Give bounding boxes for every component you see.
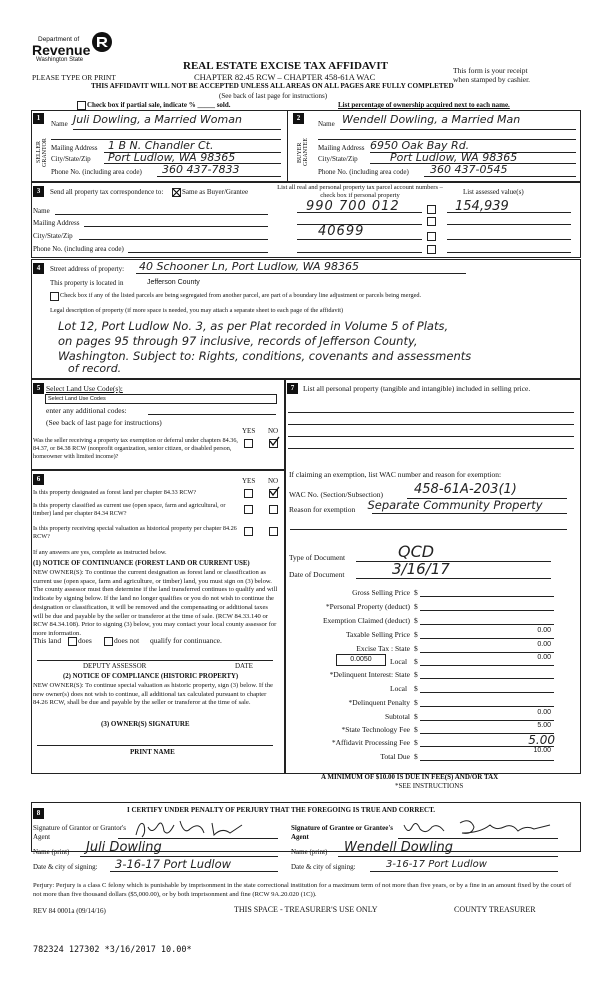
grantor-date-value[interactable]: 3-16-17 Port Ludlow	[115, 857, 232, 871]
segregated-checkbox[interactable]	[50, 292, 59, 301]
land-use-select-value: Select Land Use Codes	[48, 396, 106, 402]
see-back: (See back of last page for instructions)	[219, 92, 328, 100]
if-yes-note: If any answers are yes, complete as instructed below.	[33, 549, 167, 556]
tax-row-label: Exemption Claimed (deduct)	[322, 616, 410, 625]
dept-line3: Washington State	[36, 57, 84, 63]
doc-type-value[interactable]: QCD	[398, 542, 435, 561]
corr-mailing-label: Mailing Address	[33, 219, 80, 227]
notice1-title: (1) NOTICE OF CONTINUANCE (FOREST LAND OR CURRENT USE)	[33, 560, 250, 567]
dollar-sign: $	[414, 657, 418, 666]
tax-row-value[interactable]: 0.00	[537, 709, 551, 716]
personal-property-label: List all personal property (tangible and intangible) included in selling price.	[303, 384, 531, 393]
buyer-city-value[interactable]: Port Ludlow, WA 98365	[390, 151, 518, 164]
s5-yes-checkbox[interactable]	[244, 439, 253, 448]
tax-row-value[interactable]: 5.00	[537, 722, 551, 729]
does-checkbox[interactable]	[68, 637, 77, 646]
forest-no-checkbox[interactable]	[269, 489, 278, 498]
street-value[interactable]: 40 Schooner Ln, Port Ludlow, WA 98365	[139, 260, 359, 273]
section-5-number: 5	[33, 383, 44, 394]
same-as-buyer-label: Same as Buyer/Grantee	[182, 188, 249, 196]
located-label: This property is located in	[50, 279, 124, 287]
grantee-name-value[interactable]: Wendell Dowling	[344, 840, 454, 855]
qualify-label: qualify for continuance.	[150, 636, 222, 645]
legal-line-4[interactable]: of record.	[68, 362, 122, 375]
dollar-sign: $	[414, 588, 418, 597]
perjury-note: Perjury: Perjury is a class C felony which is punishable by imprisonment in the state correctional institution for a maximum term of not more than five years, or by a fine in an amount fixed by the court of not more than five thousand dollars ($5,000.00), or by both imprisonment and fine (RCW 9A.20.020 (1C)).	[33, 882, 572, 898]
parcel-2-value[interactable]: 40699	[318, 224, 365, 239]
buyer-mailing-label: Mailing Address	[318, 144, 365, 152]
grantee-signature-label: Signature of Grantee or Grantee's Agent	[291, 824, 394, 841]
s5-no-checkbox[interactable]	[269, 439, 278, 448]
tax-row-value[interactable]: 10.00	[533, 747, 551, 754]
seller-city-value[interactable]: Port Ludlow, WA 98365	[108, 151, 236, 164]
legal-line-2[interactable]: on pages 95 through 97 inclusive, records of Jefferson County,	[58, 334, 418, 348]
revenue-logo	[32, 30, 122, 66]
corr-name-label: Name	[33, 207, 50, 215]
grantor-name-label: Name (print)	[33, 848, 70, 856]
s5-yes: YES	[242, 427, 256, 435]
additional-codes-label: enter any additional codes:	[46, 406, 127, 415]
seller-phone-label: Phone No. (including area code)	[51, 168, 142, 176]
tax-row-value[interactable]: 0.00	[537, 641, 551, 648]
treasurer-space: THIS SPACE - TREASURER'S USE ONLY	[234, 905, 378, 914]
seller-name-label: Name	[51, 120, 68, 128]
dollar-sign: $	[414, 684, 418, 693]
send-correspondence-label: Send all property tax correspondence to:	[50, 188, 164, 196]
form-number: REV 84 0001a (09/14/16)	[33, 907, 106, 915]
seller-name-value[interactable]: Juli Dowling, a Married Woman	[73, 113, 242, 126]
parties-divider	[287, 110, 288, 181]
street-label: Street address of property:	[50, 265, 125, 273]
does-not-label: does not	[114, 636, 140, 645]
historic-question: Is this property receiving special valuation as historical property per chapter 84.26 RCW?	[33, 525, 237, 540]
section-6-number: 6	[33, 474, 44, 485]
parcel-1-value[interactable]: 990 700 012	[306, 199, 400, 214]
buyer-name-label: Name	[318, 120, 335, 128]
tax-row-label: Taxable Selling Price	[345, 630, 410, 639]
dollar-sign: $	[414, 712, 418, 721]
deputy-assessor-label: DEPUTY ASSESSOR	[83, 662, 147, 670]
reason-value[interactable]: Separate Community Property	[367, 498, 543, 512]
section-1-number: 1	[33, 113, 44, 124]
print-name-label: PRINT NAME	[130, 748, 175, 756]
grantor-signature[interactable]	[130, 815, 260, 841]
seller-mailing-label: Mailing Address	[51, 144, 98, 152]
corr-phone-label: Phone No. (including area code)	[33, 245, 124, 253]
section-8-number: 8	[33, 808, 44, 819]
tax-row-value[interactable]: 0.00	[537, 654, 551, 661]
current-use-no-checkbox[interactable]	[269, 505, 278, 514]
assessed-1-value[interactable]: 154,939	[455, 199, 509, 214]
section-7-number: 7	[287, 383, 298, 394]
buyer-phone-value[interactable]: 360 437-0545	[430, 163, 508, 176]
dept-line2: Revenue	[32, 42, 91, 58]
same-as-buyer-checkbox[interactable]	[172, 188, 181, 197]
local-rate-box[interactable]	[336, 654, 386, 666]
receipt-note-2: when stamped by cashier.	[453, 75, 531, 84]
form-warning: THIS AFFIDAVIT WILL NOT BE ACCEPTED UNLESS ALL AREAS ON ALL PAGES ARE FULLY COMPLETED	[91, 82, 454, 90]
dollar-sign: $	[414, 616, 418, 625]
historic-no-checkbox[interactable]	[269, 527, 278, 536]
claiming-exemption-label: If claiming an exemption, list WAC number and reason for exemption:	[289, 470, 502, 479]
doc-type-label: Type of Document	[289, 553, 346, 562]
dollar-sign: $	[414, 725, 418, 734]
partial-sale-checkbox[interactable]	[77, 101, 86, 110]
notice2-body: NEW OWNER(S): To continue special valuation as historic property, sign (3) below. If the new owner(s) does not wish to continue, all additional tax calculated pursuant to chapter 84.26 RCW, shall be due and payable by the seller or transferor at the time of sale.	[33, 682, 273, 707]
tax-row-label: Gross Selling Price	[352, 588, 410, 597]
check-mark-icon	[172, 188, 181, 197]
signature-icon	[130, 815, 260, 841]
tax-row-label: *Delinquent Penalty	[348, 698, 410, 707]
buyer-side-label: BUYER GRANTEE	[297, 138, 309, 167]
current-use-yes-checkbox[interactable]	[244, 505, 253, 514]
dollar-sign: $	[414, 670, 418, 679]
check-mark-icon	[268, 436, 280, 448]
parcel-3-checkbox[interactable]	[427, 232, 436, 241]
buyer-mailing-value[interactable]: 6950 Oak Bay Rd.	[370, 139, 470, 152]
legal-label: Legal description of property (if more space is needed, you may attach a separate sheet to each page of the affidavit)	[50, 307, 344, 314]
land-use-label: Select Land Use Code(s):	[46, 384, 123, 393]
form-chapter: CHAPTER 82.45 RCW – CHAPTER 458-61A WAC	[194, 72, 376, 82]
legal-line-1[interactable]: Lot 12, Port Ludlow No. 3, as per Plat recorded in Volume 5 of Plats,	[58, 319, 449, 333]
parcel-4-checkbox[interactable]	[427, 245, 436, 254]
reason-label: Reason for exemption	[289, 505, 356, 514]
dollar-sign: $	[414, 738, 418, 747]
section-4-number: 4	[33, 263, 44, 274]
notice1-body: NEW OWNER(S): To continue the current designation as forest land or classification as current use (open space, farm and agriculture, or timber) land, you must sign on (3) below. The county assessor must then determine if the land transferred continues to qualify and will indicate by signing below. If the land no longer qualifies or you do not wish to continue the designation or classification, it will be removed and the compensating or additional taxes will be due and payable by the seller or transferor at the time of sale. (RCW 84.33.140 or RCW 84.34.108). Prior to signing (3) below, you may contact your local county assessor for more information.	[33, 569, 278, 637]
dollar-sign: $	[414, 644, 418, 653]
dollar-sign: $	[414, 630, 418, 639]
owner-signature-label: (3) OWNER(S) SIGNATURE	[101, 720, 190, 728]
notice2-title: (2) NOTICE OF COMPLIANCE (HISTORIC PROPERTY)	[63, 673, 239, 680]
county-treasurer: COUNTY TREASURER	[454, 905, 536, 914]
doc-date-value[interactable]: 3/16/17	[392, 560, 450, 578]
assessed-header: List assessed value(s)	[463, 188, 524, 196]
section-2-number: 2	[293, 113, 304, 124]
grantor-date-label: Date & city of signing:	[33, 863, 98, 871]
wac-value[interactable]: 458-61A-203(1)	[414, 482, 517, 497]
please-type: PLEASE TYPE OR PRINT	[32, 73, 116, 82]
receipt-note-1: This form is your receipt	[453, 66, 528, 75]
dollar-sign: $	[414, 602, 418, 611]
s6-yes: YES	[242, 477, 256, 485]
parcel-1-checkbox[interactable]	[427, 205, 436, 214]
tax-row-label: Excise Tax : State	[356, 644, 410, 653]
grantee-date-label: Date & city of signing:	[291, 863, 356, 871]
signature-icon	[400, 815, 560, 841]
county-value: Jefferson County	[147, 279, 200, 286]
tax-row-label: *Delinquent Interest: State	[329, 670, 410, 679]
form-title: REAL ESTATE EXCISE TAX AFFIDAVIT	[183, 60, 388, 72]
this-land-label: This land	[33, 636, 62, 645]
parcel-2-checkbox[interactable]	[427, 217, 436, 226]
see-instructions-note: *SEE INSTRUCTIONS	[395, 782, 464, 790]
historic-yes-checkbox[interactable]	[244, 527, 253, 536]
seller-side-label: SELLER GRANTOR	[36, 138, 48, 167]
grantee-date-value[interactable]: 3-16-17 Port Ludlow	[386, 859, 487, 870]
seller-city-label: City/State/Zip	[51, 155, 91, 163]
current-use-question: Is this property classified as current use (open space, farm and agricultural, or timber) land per chapter 84.34 RCW?	[33, 502, 226, 517]
seller-mailing-value[interactable]: 1 B N. Chandler Ct.	[108, 139, 214, 152]
receipt-stamp: 782324 127302 *3/16/2017 10.00*	[33, 945, 192, 955]
seller-phone-value[interactable]: 360 437-7833	[162, 163, 240, 176]
list-pct-note: List percentage of ownership acquired next to each name.	[338, 101, 510, 109]
grantor-signature-label: Signature of Grantor or Grantor's Agent	[33, 824, 127, 841]
forest-question: Is this property designated as forest land per chapter 84.33 RCW?	[33, 489, 197, 496]
deputy-date-label: DATE	[235, 662, 253, 670]
tax-row-label: Local	[390, 684, 408, 693]
doc-date-label: Date of Document	[289, 570, 345, 579]
revenue-logo-icon	[90, 30, 114, 54]
grantee-name-label: Name (print)	[291, 848, 328, 856]
dept-line1: Department of	[38, 36, 80, 43]
check-mark-icon	[268, 486, 280, 498]
forest-yes-checkbox[interactable]	[244, 489, 253, 498]
buyer-city-label: City/State/Zip	[318, 155, 358, 163]
certify-statement: I CERTIFY UNDER PENALTY OF PERJURY THAT THE FOREGOING IS TRUE AND CORRECT.	[127, 806, 436, 814]
land-use-see-back: (See back of last page for instructions)	[46, 418, 162, 427]
does-label: does	[78, 636, 92, 645]
parcel-header: List all real and personal property tax parcel account numbers – check box if personal property	[277, 184, 443, 199]
tax-row-label: *Affidavit Processing Fee	[331, 738, 410, 747]
tax-row-label: *State Technology Fee	[341, 725, 410, 734]
tax-row-label: Local	[390, 657, 408, 666]
legal-line-3[interactable]: Washington. Subject to: Rights, conditions, covenants and assessments	[58, 349, 472, 363]
s6-no: NO	[268, 477, 279, 485]
tax-row-value[interactable]: 0.00	[537, 627, 551, 634]
exemption-question: Was the seller receiving a property tax exemption or deferral under chapters 84.36, 84.37, or 84.38 RCW (nonprofit organization, senior citizen, or disabled person, homeowner with limited income)?	[33, 437, 238, 460]
tax-row-label: Total Due	[380, 752, 410, 761]
partial-sale-label: Check box if partial sale, indicate % _____ sold.	[87, 101, 231, 109]
land-use-select[interactable]	[45, 394, 277, 404]
wac-label: WAC No. (Section/Subsection)	[289, 490, 383, 499]
dollar-sign: $	[414, 698, 418, 707]
grantee-signature[interactable]	[400, 815, 560, 841]
tax-row-label: *Personal Property (deduct)	[325, 602, 410, 611]
minimum-due-note: A MINIMUM OF $10.00 IS DUE IN FEE(S) AND/OR TAX	[321, 773, 499, 781]
tax-row-label: Subtotal	[384, 712, 410, 721]
grantor-name-value[interactable]: Juli Dowling	[86, 840, 162, 855]
s5-no: NO	[268, 427, 279, 435]
section-3-number: 3	[33, 186, 44, 197]
dollar-sign: $	[414, 752, 418, 761]
corr-city-label: City/State/Zip	[33, 232, 73, 240]
local-rate-value: 0.0050	[350, 656, 372, 663]
tax-row-value[interactable]: 5.00	[528, 733, 555, 747]
does-not-checkbox[interactable]	[104, 637, 113, 646]
segregated-label: Check box if any of the listed parcels are being segregated from another parcel, are part of a boundary line adjustment or parcels being merged.	[60, 292, 422, 299]
buyer-name-value[interactable]: Wendell Dowling, a Married Man	[342, 113, 521, 126]
buyer-phone-label: Phone No. (including area code)	[318, 168, 409, 176]
